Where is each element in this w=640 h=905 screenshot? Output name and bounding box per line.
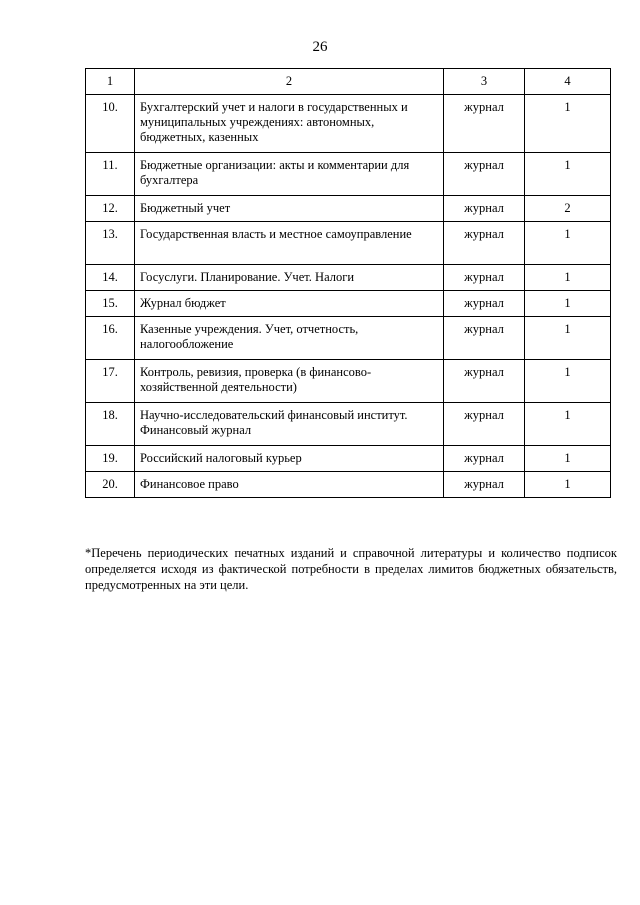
table-row [86,265,611,291]
row-number: 14. [86,265,135,291]
publication-name: Госуслуги. Планирование. Учет. Налоги [135,265,444,291]
subscription-count: 1 [525,153,611,196]
subscription-count: 1 [525,403,611,446]
row-number: 15. [86,291,135,317]
table-row [86,95,611,153]
table-row [86,317,611,360]
page-number: 26 [312,39,328,55]
publication-name: Российский налоговый курьер [135,446,444,472]
publication-type: журнал [444,196,525,222]
publication-name: Бюджетные организации: акты и комментарии для бухгалтера [135,153,444,196]
row-number: 13. [86,222,135,265]
subscription-count: 1 [525,95,611,153]
row-number: 17. [86,360,135,403]
table-header-row [86,69,611,95]
subscription-count: 2 [525,196,611,222]
publication-type: журнал [444,291,525,317]
publication-name: Государственная власть и местное самоуправление [135,222,444,265]
publication-type: журнал [444,153,525,196]
subscription-count: 1 [525,222,611,265]
header-cell-1: 1 [86,69,135,95]
publication-type: журнал [444,265,525,291]
subscription-count: 1 [525,317,611,360]
publication-name: Журнал бюджет [135,291,444,317]
publication-type: журнал [444,472,525,498]
row-number: 12. [86,196,135,222]
subscription-count: 1 [525,291,611,317]
publication-type: журнал [444,403,525,446]
publication-name: Бюджетный учет [135,196,444,222]
header-cell-3: 3 [444,69,525,95]
publication-type: журнал [444,222,525,265]
row-number: 19. [86,446,135,472]
table-row [86,403,611,446]
table-row [86,360,611,403]
publication-type: журнал [444,95,525,153]
table-row [86,446,611,472]
subscription-count: 1 [525,472,611,498]
publication-type: журнал [444,360,525,403]
publication-name: Контроль, ревизия, проверка (в финансово-хозяйственной деятельности) [135,360,444,403]
row-number: 10. [86,95,135,153]
header-cell-4: 4 [525,69,611,95]
row-number: 18. [86,403,135,446]
subscription-count: 1 [525,360,611,403]
publication-type: журнал [444,317,525,360]
publication-type: журнал [444,446,525,472]
table-row [86,153,611,196]
table-row [86,472,611,498]
table-row [86,196,611,222]
publication-name: Казенные учреждения. Учет, отчетность, налогообложение [135,317,444,360]
footnote: *Перечень периодических печатных изданий и справочной литературы и количество подписок определяется исходя из фактической потребности в пределах лимитов бюджетных обязательств, предусмотренных на эти цели. [85,545,617,592]
row-number: 16. [86,317,135,360]
subscriptions-table [85,68,611,498]
row-number: 20. [86,472,135,498]
subscription-count: 1 [525,446,611,472]
publication-name: Финансовое право [135,472,444,498]
header-cell-2: 2 [135,69,444,95]
publication-name: Бухгалтерский учет и налоги в государственных и муниципальных учреждениях: автономных, бюджетных, казенных [135,95,444,153]
table-row [86,291,611,317]
subscription-count: 1 [525,265,611,291]
row-number: 11. [86,153,135,196]
publication-name: Научно-исследовательский финансовый институт. Финансовый журнал [135,403,444,446]
table-row [86,222,611,265]
